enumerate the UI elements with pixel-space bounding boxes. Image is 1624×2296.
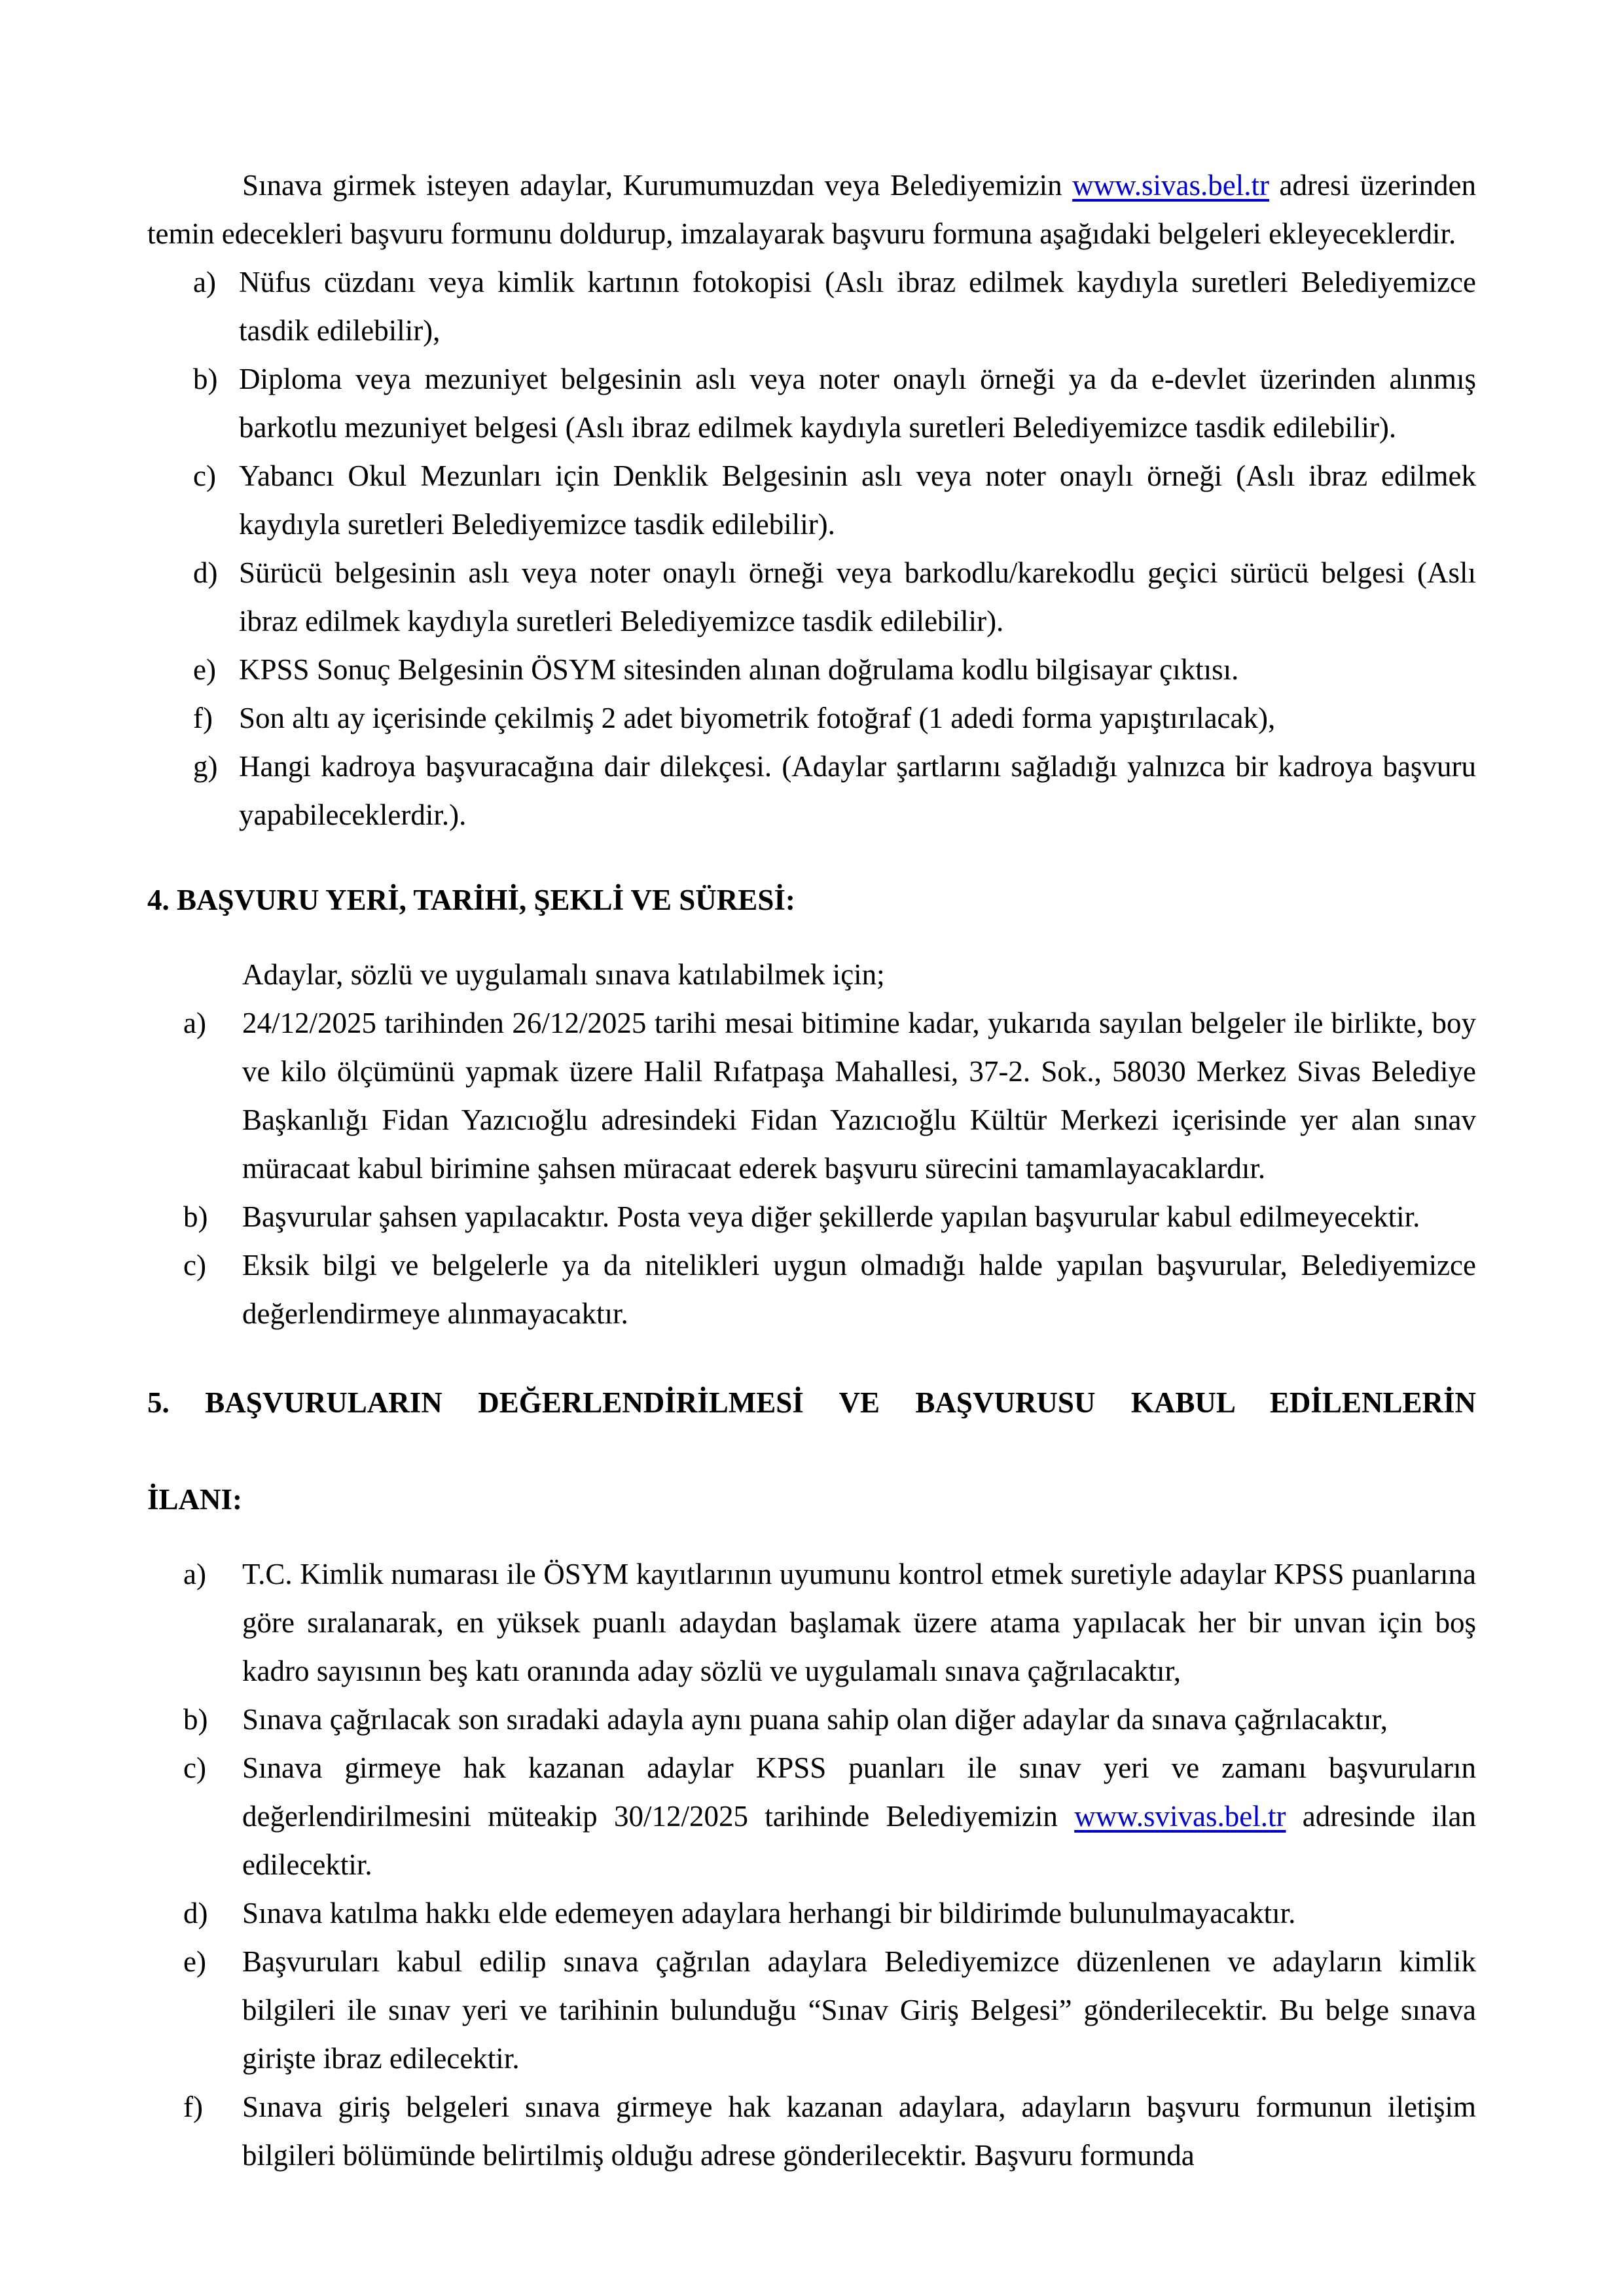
spacer [147,1338,1476,1378]
required-documents-list [147,258,1476,839]
list-item [147,1193,1476,1241]
sivas-website-link[interactable]: www.sivas.bel.tr [1072,169,1269,202]
list-marker: b) [193,363,218,395]
list-marker: e) [183,1945,206,1978]
spacer [147,1524,1476,1550]
intro-paragraph [147,161,1476,258]
intro-text-after-link: adresi üzerinden temin edecekleri başvuru formunu doldurup, imzalayarak başvuru formuna aşağıdaki belgeleri ekleyeceklerdir. [147,169,1476,250]
list-marker: f) [183,2090,203,2123]
list-item-text-with-link [242,1744,1476,1889]
section-4-list [147,999,1476,1338]
section-5-list [147,1550,1476,2179]
list-item [147,548,1476,645]
list-marker: b) [183,1703,208,1736]
spacer [147,839,1476,876]
list-item-text: Sürücü belgesinin aslı veya noter onaylı örneği veya barkodlu/karekodlu geçici sürücü belgesi (Aslı ibraz edilmek kaydıyla suretleri Belediyemizce tasdik edilebilir). [239,556,1476,637]
list-item [147,1889,1476,1937]
list-item-text: KPSS Sonuç Belgesinin ÖSYM sitesinden alınan doğrulama kodlu bilgisayar çıktısı. [239,653,1239,686]
list-item-text: Yabancı Okul Mezunları için Denklik Belgesinin aslı veya noter onaylı örneği (Aslı ibraz edilmek kaydıyla suretleri Belediyemizce tasdik edilebilir). [239,459,1476,541]
list-item [147,452,1476,548]
list-item [147,1744,1476,1889]
list-marker: d) [183,1897,208,1929]
list-marker: a) [183,1558,206,1590]
list-item-text: Sınava giriş belgeleri sınava girmeye hak kazanan adaylara, adayların başvuru formunun iletişim bilgileri bölümünde belirtilmiş olduğu adrese gönderilecektir. Başvuru formunda [242,2090,1476,2172]
list-item [147,694,1476,742]
list-item [147,1241,1476,1338]
list-marker: c) [183,1249,206,1282]
section-5-heading-line-1: 5. BAŞVURULARIN DEĞERLENDİRİLMESİ VE BAŞVURUSU KABUL EDİLENLERİN [147,1386,1476,1419]
list-item [147,258,1476,355]
list-marker: f) [193,702,213,734]
svivas-website-link[interactable]: www.svivas.bel.tr [1074,1800,1286,1833]
list-item-text: Hangi kadroya başvuracağına dair dilekçesi. (Adaylar şartlarını sağladığı yalnızca bir kadroya başvuru yapabileceklerdir.). [239,750,1476,831]
list-item-text: Eksik bilgi ve belgelerle ya da nitelikleri uygun olmadığı halde yapılan başvurular, Belediyemizce değerlendirmeye alınmayacaktır. [242,1249,1476,1330]
section-5-heading-line-2: İLANI: [147,1483,243,1516]
document-page [147,161,1476,2179]
list-marker: g) [193,750,218,783]
list-item [147,1550,1476,1695]
list-item [147,742,1476,839]
list-item [147,355,1476,452]
list-marker: d) [193,556,218,589]
list-item [147,645,1476,694]
list-item-text: Başvuruları kabul edilip sınava çağrılan adaylara Belediyemizce düzenlenen ve adayların kimlik bilgileri ile sınav yeri ve tarihinin bulunduğu “Sınav Giriş Belgesi” gönderilecektir. Bu belge sınava girişte ibraz edilecektir. [242,1945,1476,2075]
list-marker: a) [183,1007,206,1039]
list-item-text: Sınava katılma hakkı elde edemeyen adaylara herhangi bir bildirimde bulunulmayacaktır. [242,1897,1296,1929]
list-item [147,2083,1476,2179]
list-item-text: 24/12/2025 tarihinden 26/12/2025 tarihi mesai bitimine kadar, yukarıda sayılan belgeler ile birlikte, boy ve kilo ölçümünü yapmak üzere Halil Rıfatpaşa Mahallesi, 37-2. Sok., 58030 Merkez Sivas Belediye Başkanlığı Fidan Yazıcıoğlu adresindeki Fidan Yazıcıoğlu Kültür Merkezi içerisinde yer alan sınav müracaat kabul birimine şahsen müracaat ederek başvuru sürecini tamamlayacaklardır. [242,1007,1476,1185]
list-marker: a) [193,266,216,298]
intro-text-before-link: Sınava girmek isteyen adaylar, Kurumumuzdan veya Belediyemizin [242,169,1073,202]
list-marker: c) [193,459,216,492]
list-item-text: Diploma veya mezuniyet belgesinin aslı veya noter onaylı örneği ya da e-devlet üzerinden alınmış barkotlu mezuniyet belgesi (Aslı ibraz edilmek kaydıyla suretleri Belediyemizce tasdik edilebilir). [239,363,1476,444]
spacer [147,924,1476,950]
list-item-text: Başvurular şahsen yapılacaktır. Posta veya diğer şekillerde yapılan başvurular kabul edilmeyecektir. [242,1200,1420,1233]
list-item [147,999,1476,1193]
list-item-text: T.C. Kimlik numarası ile ÖSYM kayıtlarının uyumunu kontrol etmek suretiyle adaylar KPSS puanlarına göre sıralanarak, en yüksek puanlı adaydan başlamak üzere atama yapılacak her bir unvan için boş kadro sayısının beş katı oranında aday sözlü ve uygulamalı sınava çağrılacaktır, [242,1558,1476,1687]
item-text-after-link: adresinde ilan edilecektir. [242,1800,1476,1881]
list-marker: b) [183,1200,208,1233]
list-item-text: Sınava çağrılacak son sıradaki adayla aynı puana sahip olan diğer adaylar da sınava çağrılacaktır, [242,1703,1388,1736]
section-4-heading: 4. BAŞVURU YERİ, TARİHİ, ŞEKLİ VE SÜRESİ: [147,884,795,916]
section-5-heading [147,1378,1476,1524]
list-marker: c) [183,1751,206,1784]
list-item-text: Nüfus cüzdanı veya kimlik kartının fotokopisi (Aslı ibraz edilmek kaydıyla suretleri Belediyemizce tasdik edilebilir), [239,266,1476,347]
list-marker: e) [193,653,216,686]
list-item [147,1695,1476,1744]
list-item-text: Son altı ay içerisinde çekilmiş 2 adet biyometrik fotoğraf (1 adedi forma yapıştırılacak), [239,702,1276,734]
section-4-intro: Adaylar, sözlü ve uygulamalı sınava katılabilmek için; [242,958,885,991]
list-item [147,1937,1476,2083]
item-text-before-link: Sınava girmeye hak kazanan adaylar KPSS puanları ile sınav yeri ve zamanı başvuruların değerlendirilmesini müteakip 30/12/2025 tarihinde Belediyemizin [242,1751,1476,1833]
